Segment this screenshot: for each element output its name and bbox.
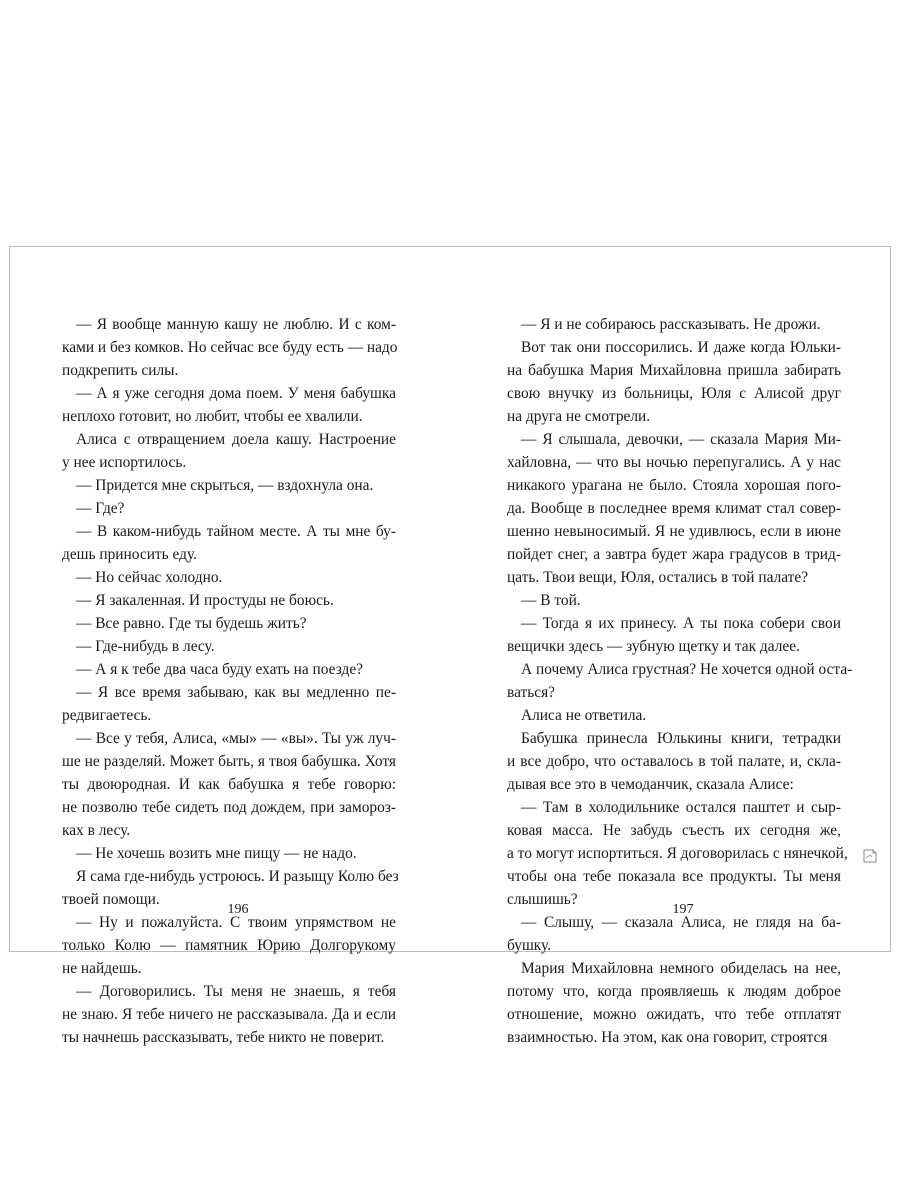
- text-line: а то могут испортиться. Я договорилась с нянечкой,: [507, 845, 848, 862]
- text-line: да. Вообще в последнее время климат стал совер-: [507, 500, 841, 517]
- text-line: — Все равно. Где ты будешь жить?: [76, 615, 307, 632]
- text-line: свою внучку из больницы, Юля с Алисой друг: [507, 385, 841, 402]
- text-line: дывая все это в чемоданчик, сказала Алисе:: [507, 776, 794, 793]
- text-line: не позволю тебе сидеть под дождем, при замороз-: [62, 799, 396, 816]
- text-line: — Я вообще манную кашу не люблю. И с ком-: [76, 316, 396, 333]
- text-line: — Не хочешь возить мне пищу — не надо.: [76, 845, 357, 862]
- text-line: — Там в холодильнике остался паштет и сыр-: [521, 799, 841, 816]
- text-line: — Все у тебя, Алиса, «мы» — «вы». Ты уж луч-: [76, 730, 396, 747]
- text-line: — Где-нибудь в лесу.: [76, 638, 215, 655]
- text-line: вещички здесь — зубную щетку и так далее.: [507, 638, 800, 655]
- text-line: взаимностью. На этом, как она говорит, строятся: [507, 1029, 828, 1046]
- text-line: неплохо готовит, но любит, чтобы ее хвалили.: [62, 408, 363, 425]
- text-line: дешь приносить еду.: [62, 546, 197, 563]
- text-line: — А я к тебе два часа буду ехать на поезде?: [76, 661, 363, 678]
- text-line: Алиса не ответила.: [521, 707, 647, 724]
- text-line: — Придется мне скрыться, — вздохнула она.: [76, 477, 374, 494]
- text-line: потому что, когда проявляешь к людям доброе: [507, 983, 841, 1000]
- right-page-text: [507, 313, 853, 1049]
- text-line: и все добро, что оставалось в той палате, и, скла-: [507, 753, 841, 770]
- text-line: Я сама где-нибудь устроюсь. И разыщу Колю без: [76, 868, 399, 885]
- text-line: Мария Михайловна немного обиделась на нее,: [521, 960, 841, 977]
- text-line: никакого урагана не было. Стояла хорошая пого-: [507, 477, 841, 494]
- text-line: шенно невыносимый. Я не удивлюсь, если в июне: [507, 523, 841, 540]
- text-line: А почему Алиса грустная? Не хочется одной оста-: [521, 661, 853, 678]
- text-line: ваться?: [507, 684, 555, 701]
- text-line: — Я слышала, девочки, — сказала Мария Ми-: [521, 431, 841, 448]
- text-line: только Колю — памятник Юрию Долгорукому: [62, 937, 396, 954]
- text-line: ты начнешь рассказывать, тебе никто не поверит.: [62, 1029, 385, 1046]
- text-line: — Но сейчас холодно.: [76, 569, 223, 586]
- text-line: ками и без комков. Но сейчас все буду есть — надо: [62, 339, 398, 356]
- text-line: на бабушка Мария Михайловна пришла забирать: [507, 362, 841, 379]
- text-line: — Слышу, — сказала Алиса, не глядя на ба-: [521, 914, 841, 931]
- text-line: ковая масса. Не забудь съесть их сегодня же,: [507, 822, 841, 839]
- text-line: — Тогда я их принесу. А ты пока собери свои: [521, 615, 841, 632]
- text-line: твоей помощи.: [62, 891, 160, 908]
- text-line: — Я все время забываю, как вы медленно пе-: [76, 684, 396, 701]
- text-line: подкрепить силы.: [62, 362, 179, 379]
- right-page-number: 197: [672, 902, 694, 917]
- left-page-text: [62, 313, 399, 1049]
- text-line: — В каком-нибудь тайном месте. А ты мне бу-: [76, 523, 396, 540]
- text-line: Алиса с отвращением доела кашу. Настроение: [76, 431, 396, 448]
- page-curl-icon[interactable]: [861, 847, 879, 865]
- text-line: не найдешь.: [62, 960, 142, 977]
- left-page-number: 196: [227, 902, 249, 917]
- text-line: Вот так они поссорились. И даже когда Юльки-: [521, 339, 841, 356]
- text-line: на друга не смотрели.: [507, 408, 651, 425]
- text-line: слышишь?: [507, 891, 578, 908]
- text-line: не знаю. Я тебе ничего не рассказывала. Да и если: [62, 1006, 396, 1023]
- text-line: — В той.: [521, 592, 581, 609]
- text-line: пойдет снег, а завтра будет жара градусов в трид-: [507, 546, 841, 563]
- text-line: у нее испортилось.: [62, 454, 187, 471]
- text-line: чтобы она тебе показала все продукты. Ты меня: [507, 868, 841, 885]
- text-line: цать. Твои вещи, Юля, остались в той палате?: [507, 569, 809, 586]
- text-line: ше не разделяй. Может быть, я твоя бабушка. Хотя: [62, 753, 396, 770]
- text-line: отношение, можно ожидать, что тебе отплатят: [507, 1006, 841, 1023]
- text-line: ках в лесу.: [62, 822, 131, 839]
- text-line: — Где?: [76, 500, 125, 517]
- text-line: — Договорились. Ты меня не знаешь, я тебя: [76, 983, 396, 1000]
- text-line: — Ну и пожалуйста. С твоим упрямством не: [76, 914, 396, 931]
- book-spread: [9, 246, 891, 1046]
- text-line: редвигаетесь.: [62, 707, 152, 724]
- text-line: хайловна, — что вы ночью перепугались. А у нас: [507, 454, 841, 471]
- text-line: Бабушка принесла Юлькины книги, тетрадки: [521, 730, 841, 747]
- text-line: — Я закаленная. И простуды не боюсь.: [76, 592, 334, 609]
- text-line: бушку.: [507, 937, 552, 954]
- text-line: — А я уже сегодня дома поем. У меня бабушка: [76, 385, 396, 402]
- text-line: — Я и не собираюсь рассказывать. Не дрожи.: [521, 316, 821, 333]
- text-line: ты двоюродная. И как бабушка я тебе говорю:: [62, 776, 396, 793]
